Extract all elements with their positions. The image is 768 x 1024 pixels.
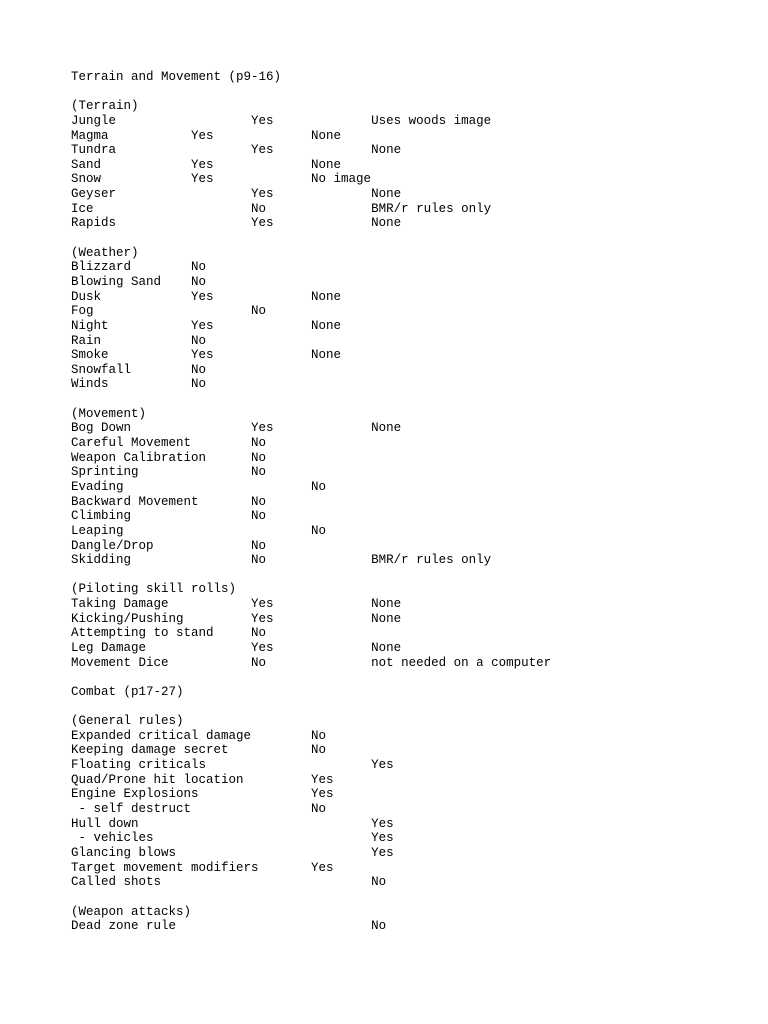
doc-line: Sand Yes None <box>71 157 342 172</box>
doc-line: Rapids Yes None <box>71 216 402 231</box>
doc-line: Weapon Calibration No <box>71 450 267 465</box>
doc-line: Combat (p17-27) <box>71 684 184 699</box>
doc-line: (General rules) <box>71 714 184 729</box>
doc-line: Dusk Yes None <box>71 289 342 304</box>
doc-line: Night Yes None <box>71 318 342 333</box>
doc-line: (Terrain) <box>71 99 139 114</box>
doc-line: Careful Movement No <box>71 436 267 451</box>
doc-line: Leg Damage Yes None <box>71 640 402 655</box>
doc-line: Evading No <box>71 479 327 494</box>
doc-line: Hull down Yes <box>71 816 394 831</box>
doc-line: Sprinting No <box>71 465 267 480</box>
doc-line: Magma Yes None <box>71 128 342 143</box>
doc-line <box>71 392 551 407</box>
doc-line: Blowing Sand No <box>71 274 207 289</box>
doc-line: Quad/Prone hit location Yes <box>71 772 334 787</box>
doc-line: Taking Damage Yes None <box>71 597 402 612</box>
doc-line: Keeping damage secret No <box>71 743 327 758</box>
doc-line <box>71 700 551 715</box>
doc-line: Skidding No BMR/r rules only <box>71 553 492 568</box>
doc-line <box>71 670 551 685</box>
doc-line: Backward Movement No <box>71 494 267 509</box>
doc-line: Terrain and Movement (p9-16) <box>71 70 282 84</box>
doc-line: - self destruct No <box>71 802 327 817</box>
doc-line <box>71 85 551 100</box>
doc-line: Snow Yes No image <box>71 172 372 187</box>
doc-line: Bog Down Yes None <box>71 421 402 436</box>
doc-line <box>71 568 551 583</box>
doc-line: Fog No <box>71 304 267 319</box>
doc-line: (Piloting skill rolls) <box>71 582 237 597</box>
doc-line: Leaping No <box>71 523 327 538</box>
doc-line: Snowfall No <box>71 362 207 377</box>
doc-line: Dangle/Drop No <box>71 538 267 553</box>
doc-line: Glancing blows Yes <box>71 845 394 860</box>
doc-line: Dead zone rule No <box>71 919 387 934</box>
doc-line: Kicking/Pushing Yes None <box>71 611 402 626</box>
doc-line: Jungle Yes Uses woods image <box>71 113 492 128</box>
doc-line: Attempting to stand No <box>71 626 267 641</box>
doc-line: Geyser Yes None <box>71 187 402 202</box>
doc-line: - vehicles Yes <box>71 831 394 846</box>
doc-line: Ice No BMR/r rules only <box>71 201 492 216</box>
doc-line: (Weather) <box>71 245 139 260</box>
document-text <box>71 70 551 934</box>
doc-line <box>71 231 551 246</box>
doc-line: Expanded critical damage No <box>71 728 327 743</box>
doc-line: Winds No <box>71 377 207 392</box>
doc-line <box>71 890 551 905</box>
doc-line: Tundra Yes None <box>71 143 402 158</box>
doc-line: Rain No <box>71 333 207 348</box>
doc-line: Movement Dice No not needed on a computer <box>71 655 552 670</box>
doc-line: Engine Explosions Yes <box>71 787 334 802</box>
doc-line: Floating criticals Yes <box>71 758 394 773</box>
doc-line: Smoke Yes None <box>71 348 342 363</box>
doc-line: Called shots No <box>71 875 387 890</box>
doc-line: Climbing No <box>71 509 267 524</box>
doc-line: (Weapon attacks) <box>71 904 192 919</box>
doc-line: Blizzard No <box>71 260 207 275</box>
doc-line: (Movement) <box>71 406 147 421</box>
doc-line: Target movement modifiers Yes <box>71 860 334 875</box>
